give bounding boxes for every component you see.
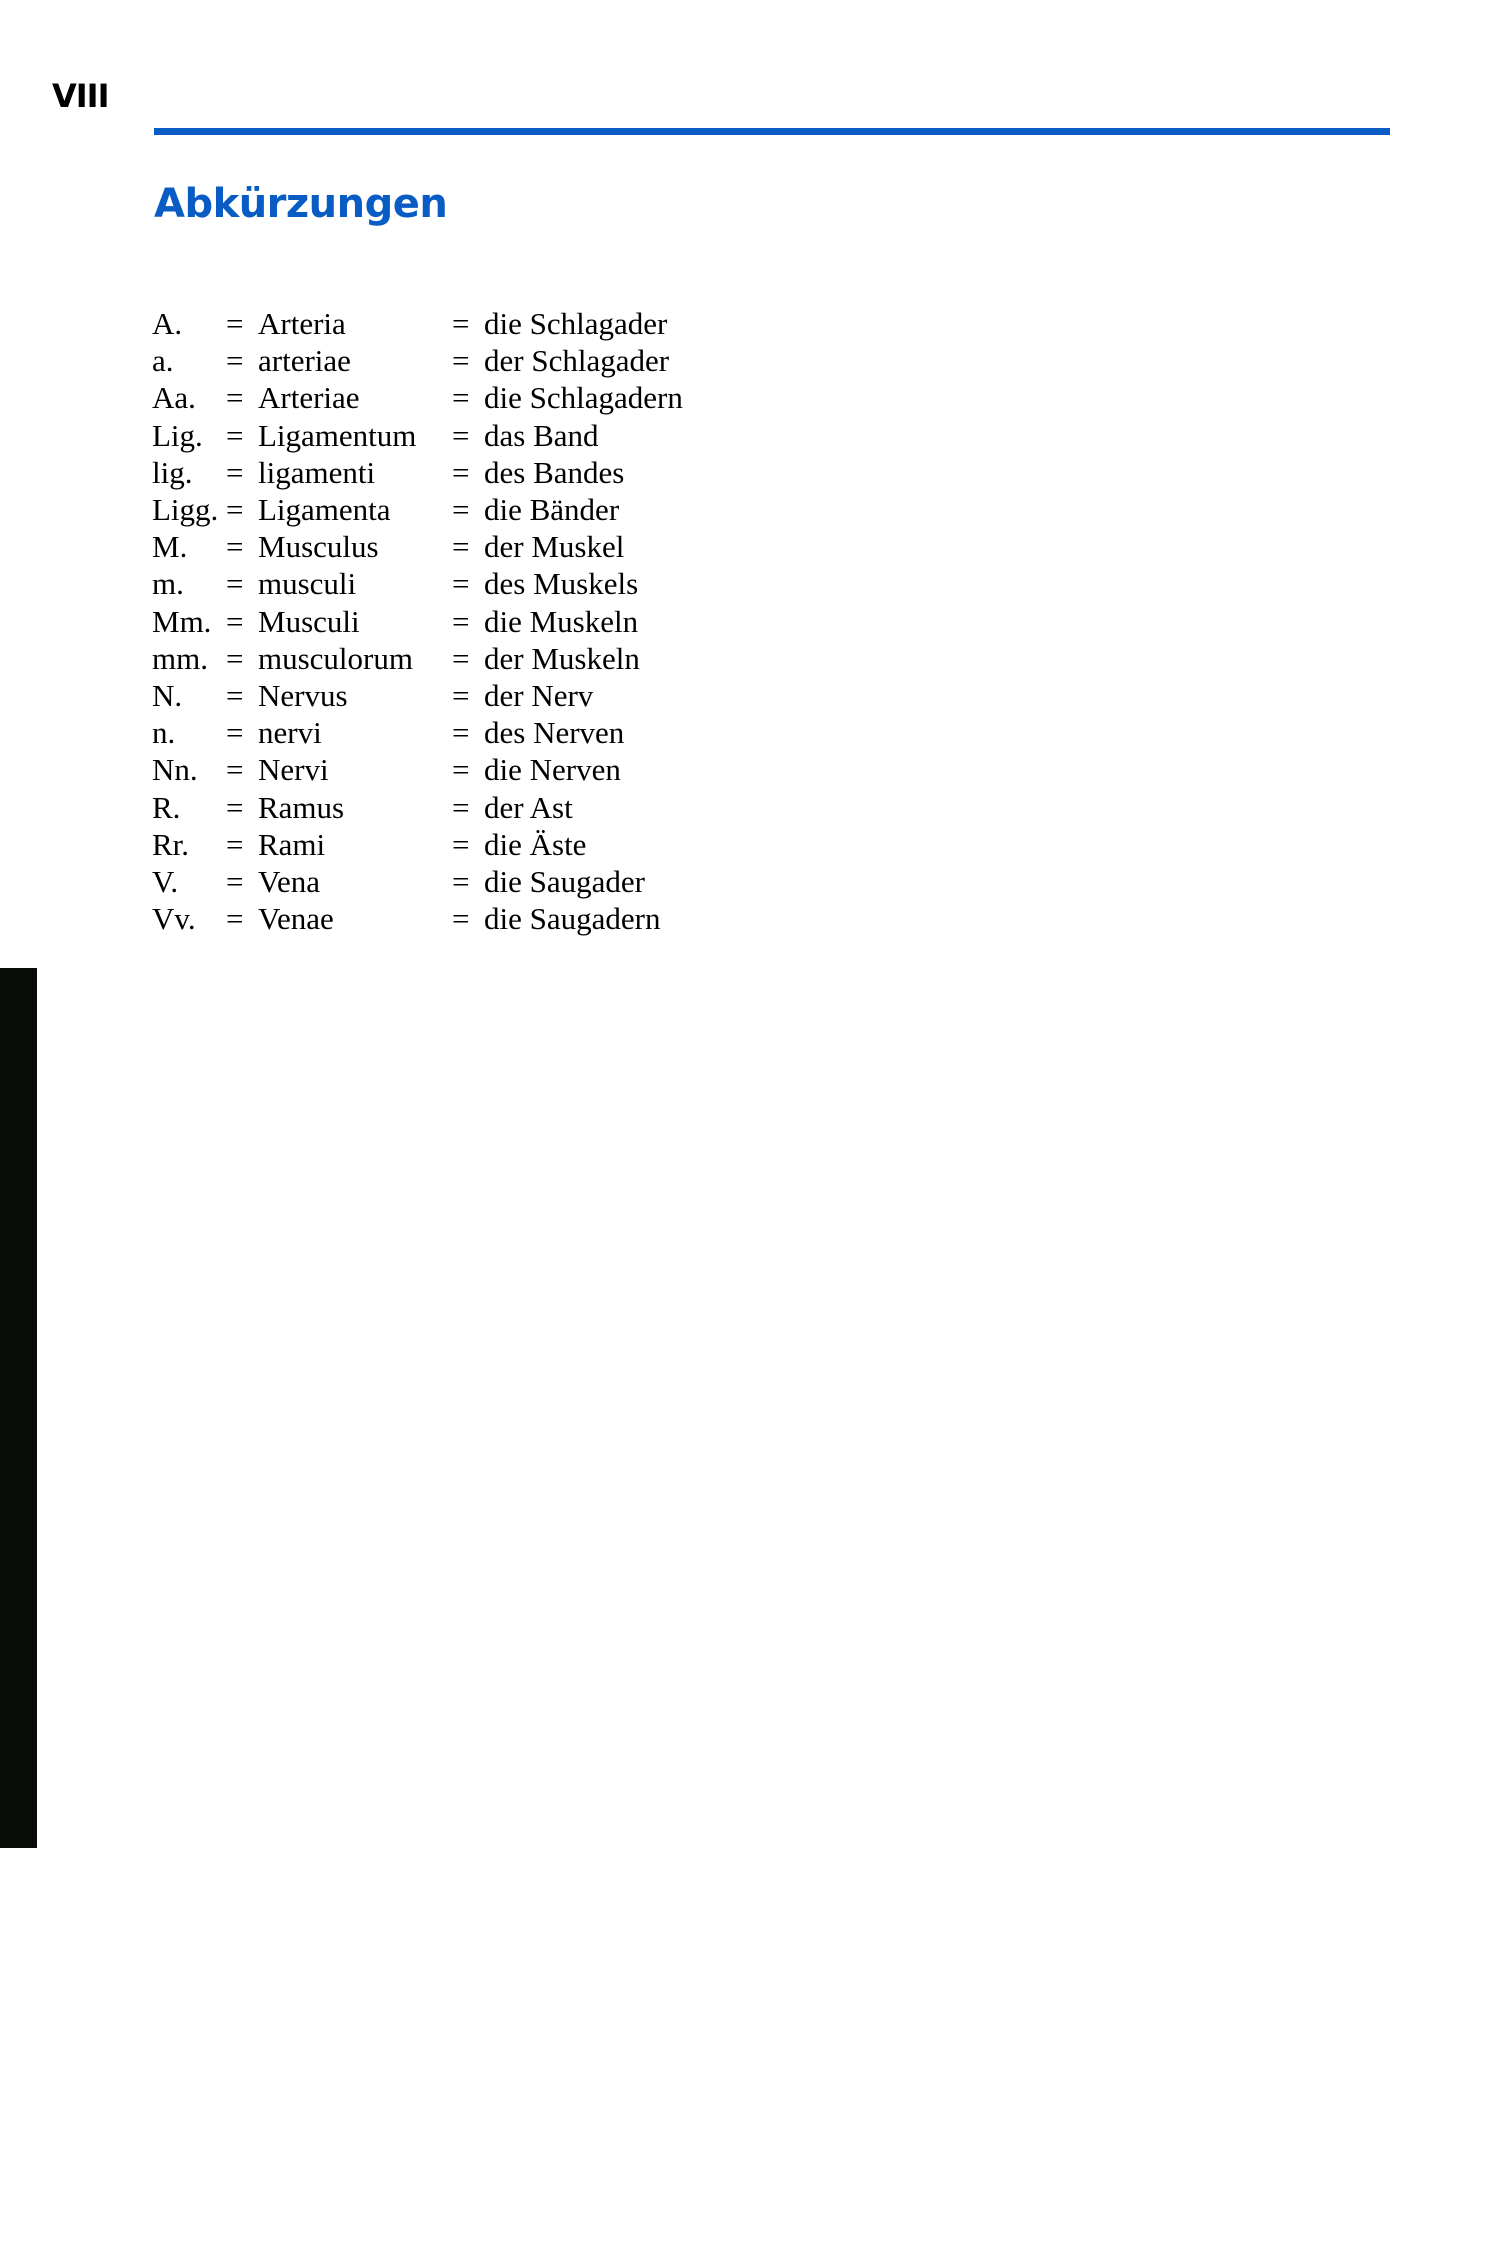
abbreviation-cell: Aa. <box>152 380 196 416</box>
latin-term: Nervus <box>258 678 348 714</box>
german-term: die Schlagader <box>484 306 668 341</box>
section-title: Abkürzungen <box>154 181 448 227</box>
abbreviation-row <box>152 603 712 640</box>
equals-sign: = <box>452 306 470 341</box>
latin-term: Vena <box>258 864 320 900</box>
latin-term-cell <box>226 565 452 602</box>
abbreviation-row <box>152 305 712 342</box>
latin-term: Musculi <box>258 603 360 639</box>
german-term-cell <box>452 900 712 937</box>
abbreviation-row <box>152 677 712 714</box>
german-term-cell <box>452 640 712 677</box>
equals-sign: = <box>452 715 470 751</box>
latin-term: musculorum <box>258 640 413 676</box>
abbreviation-row <box>152 565 712 602</box>
latin-term: Arteriae <box>258 380 360 416</box>
latin-term-cell <box>226 528 452 565</box>
latin-term: Ligamentum <box>258 417 417 453</box>
abbreviation-row <box>152 528 712 565</box>
abbreviation-cell: m. <box>152 566 184 602</box>
german-term-cell <box>452 789 712 826</box>
german-term-cell <box>452 863 712 900</box>
abbreviation-cell: M. <box>152 529 188 565</box>
latin-term-cell <box>226 342 452 379</box>
german-term-cell <box>452 826 712 863</box>
equals-sign: = <box>226 901 244 937</box>
german-term: des Muskels <box>484 566 639 602</box>
equals-sign: = <box>226 603 244 639</box>
abbreviation-table <box>152 305 712 937</box>
equals-sign: = <box>452 864 470 900</box>
latin-term-cell <box>226 863 452 900</box>
latin-term-cell <box>226 417 452 454</box>
equals-sign: = <box>452 492 470 528</box>
latin-term: Ramus <box>258 789 345 825</box>
abbreviation-cell: Lig. <box>152 417 203 453</box>
abbreviation-cell: R. <box>152 789 181 825</box>
german-term: die Bänder <box>484 492 620 528</box>
german-term-cell <box>452 417 712 454</box>
equals-sign: = <box>226 566 244 602</box>
latin-term: Nervi <box>258 752 329 788</box>
latin-term: Ligamenta <box>258 492 391 528</box>
equals-sign: = <box>452 901 470 937</box>
abbreviation-row <box>152 789 712 826</box>
german-term: die Saugadern <box>484 901 661 937</box>
german-term: der Schlagader <box>484 343 670 379</box>
latin-term: Rami <box>258 826 326 862</box>
equals-sign: = <box>452 380 470 416</box>
german-term-cell <box>452 491 712 528</box>
german-term-cell <box>452 528 712 565</box>
german-term-cell <box>452 751 712 788</box>
equals-sign: = <box>452 603 470 639</box>
latin-term-cell <box>226 640 452 677</box>
latin-term: musculi <box>258 566 357 602</box>
latin-term: arteriae <box>258 343 351 379</box>
abbreviation-cell: Nn. <box>152 752 198 788</box>
german-term-cell <box>452 342 712 379</box>
abbreviation-row <box>152 826 712 863</box>
abbreviation-cell: Mm. <box>152 603 212 639</box>
equals-sign: = <box>226 789 244 825</box>
abbreviation-cell: mm. <box>152 640 208 676</box>
abbreviation-cell: a. <box>152 343 174 379</box>
latin-term: ligamenti <box>258 454 376 490</box>
equals-sign: = <box>226 529 244 565</box>
abbreviation-row <box>152 342 712 379</box>
abbreviation-row <box>152 863 712 900</box>
equals-sign: = <box>452 417 470 453</box>
equals-sign: = <box>452 454 470 490</box>
abbreviation-row <box>152 751 712 788</box>
equals-sign: = <box>452 640 470 676</box>
german-term: die Schlagadern <box>484 380 683 416</box>
equals-sign: = <box>452 678 470 714</box>
latin-term: Musculus <box>258 529 379 565</box>
equals-sign: = <box>226 417 244 453</box>
equals-sign: = <box>226 864 244 900</box>
german-term: das Band <box>484 417 599 453</box>
abbreviation-row <box>152 417 712 454</box>
german-term: die Saugader <box>484 864 645 900</box>
german-term: die Muskeln <box>484 603 639 639</box>
latin-term-cell <box>226 305 452 342</box>
abbreviation-cell: V. <box>152 864 179 900</box>
german-term: der Ast <box>484 789 573 825</box>
latin-term-cell <box>226 789 452 826</box>
abbreviation-cell: n. <box>152 715 176 751</box>
abbreviation-row <box>152 454 712 491</box>
page-edge-bar <box>0 968 37 1848</box>
german-term-cell <box>452 379 712 416</box>
abbreviation-row <box>152 900 712 937</box>
german-term-cell <box>452 714 712 751</box>
abbreviation-cell: N. <box>152 678 183 714</box>
german-term: der Muskeln <box>484 640 640 676</box>
latin-term-cell <box>226 826 452 863</box>
equals-sign: = <box>452 752 470 788</box>
equals-sign: = <box>226 380 244 416</box>
latin-term-cell <box>226 714 452 751</box>
equals-sign: = <box>226 640 244 676</box>
latin-term-cell <box>226 379 452 416</box>
header-rule <box>154 128 1390 135</box>
abbreviation-cell: lig. <box>152 454 193 490</box>
abbreviation-row <box>152 491 712 528</box>
page-number: VIII <box>52 77 109 115</box>
german-term-cell <box>452 454 712 491</box>
german-term-cell <box>452 677 712 714</box>
equals-sign: = <box>452 529 470 565</box>
german-term: die Äste <box>484 826 587 862</box>
german-term: die Nerven <box>484 752 621 788</box>
latin-term-cell <box>226 677 452 714</box>
equals-sign: = <box>226 678 244 714</box>
german-term-cell <box>452 565 712 602</box>
latin-term: Venae <box>258 901 334 937</box>
equals-sign: = <box>226 492 244 528</box>
latin-term: nervi <box>258 715 322 751</box>
latin-term-cell <box>226 751 452 788</box>
equals-sign: = <box>226 343 244 379</box>
latin-term: Arteria <box>258 306 346 341</box>
equals-sign: = <box>226 306 244 341</box>
equals-sign: = <box>226 454 244 490</box>
latin-term-cell <box>226 900 452 937</box>
abbreviation-cell: A. <box>152 306 183 341</box>
equals-sign: = <box>452 826 470 862</box>
abbreviation-cell: Ligg. <box>152 492 219 528</box>
latin-term-cell <box>226 454 452 491</box>
equals-sign: = <box>452 789 470 825</box>
equals-sign: = <box>452 343 470 379</box>
abbreviation-table-body <box>152 305 712 937</box>
german-term: der Nerv <box>484 678 594 714</box>
latin-term-cell <box>226 603 452 640</box>
abbreviation-cell: Rr. <box>152 826 190 862</box>
abbreviation-row <box>152 379 712 416</box>
german-term-cell <box>452 305 712 342</box>
equals-sign: = <box>226 826 244 862</box>
abbreviation-cell: Vv. <box>152 901 196 937</box>
abbreviation-row <box>152 714 712 751</box>
german-term: der Muskel <box>484 529 625 565</box>
abbreviation-row <box>152 640 712 677</box>
equals-sign: = <box>226 752 244 788</box>
german-term: des Bandes <box>484 454 625 490</box>
equals-sign: = <box>452 566 470 602</box>
latin-term-cell <box>226 491 452 528</box>
german-term-cell <box>452 603 712 640</box>
german-term: des Nerven <box>484 715 625 751</box>
equals-sign: = <box>226 715 244 751</box>
